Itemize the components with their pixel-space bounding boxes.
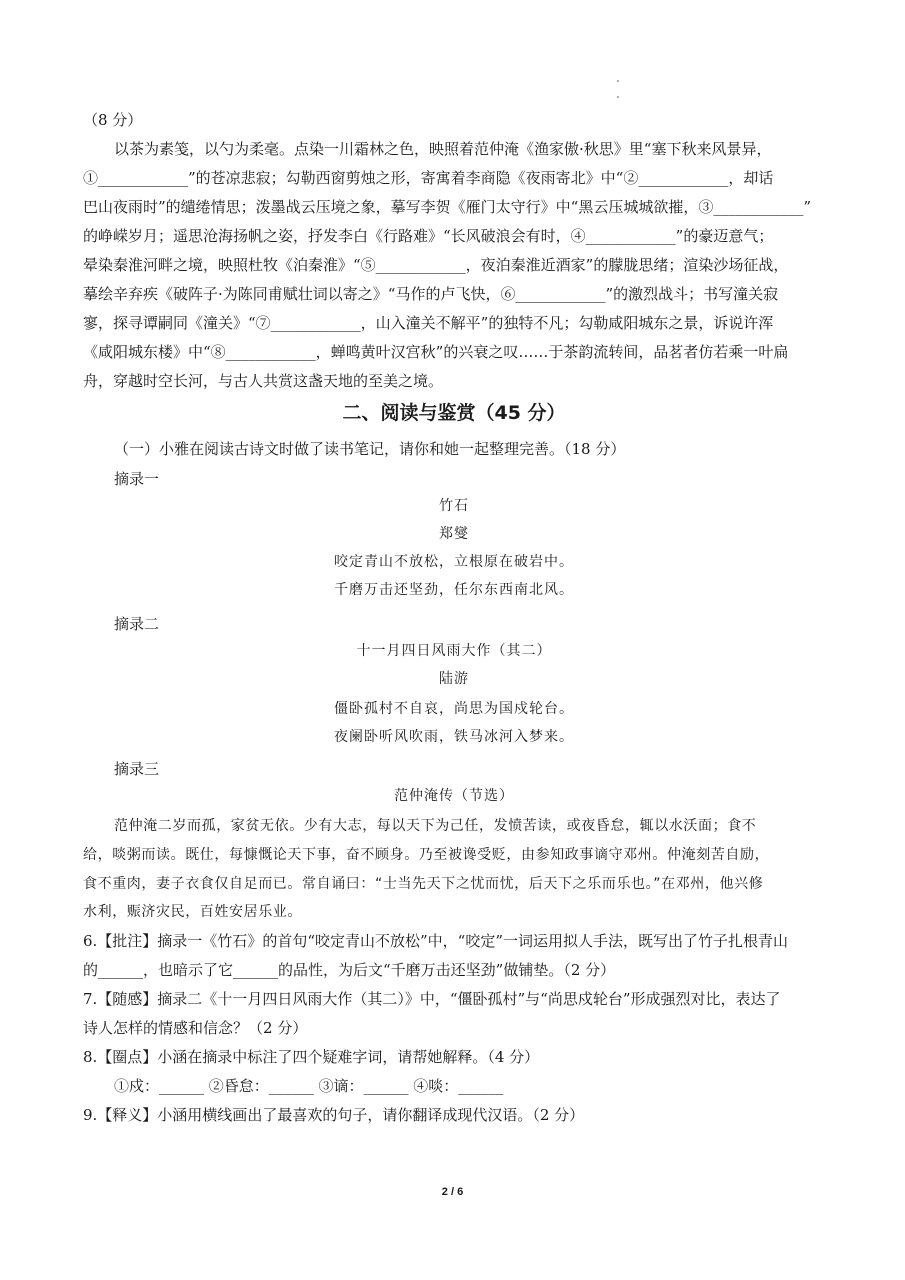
question-7: 7.【随感】摘录二《十一月四日风雨大作（其二）》中，“僵卧孤村”与“尚思戍轮台”形成强烈对比，表达了 xyxy=(83,990,781,1008)
excerpt1-label: 摘录一 xyxy=(114,470,160,488)
fill-in-paragraph-line: 巴山夜雨时”的缱绻情思；泼墨战云压境之象，摹写李贺《雁门太守行》中“黑云压城城欲摧，③____________” xyxy=(83,198,812,216)
poem2-title: 十一月四日风雨大作（其二） xyxy=(356,643,552,659)
fill-in-paragraph-line: 舟，穿越时空长河，与古人共赏这盏天地的至美之境。 xyxy=(83,372,444,390)
poem1-title: 竹石 xyxy=(439,498,469,514)
prose-line: 给，啖粥而读。既仕，每慷慨论天下事，奋不顾身。乃至被谗受贬，由参知政事谪守邓州。仲淹刻苦自励， xyxy=(83,847,770,863)
prose-line: 水利，赈济灾民，百姓安居乐业。 xyxy=(83,904,302,920)
question-8: 8.【圈点】小涵在摘录中标注了四个疑难字词，请帮她解释。（4 分） xyxy=(83,1048,540,1066)
poem1-author: 郑燮 xyxy=(439,526,469,542)
question-7-cont: 诗人怎样的情感和信念？（2 分） xyxy=(83,1019,308,1037)
question-9: 9.【释义】小涵用横线画出了最喜欢的句子，请你翻译成现代汉语。（2 分） xyxy=(83,1106,585,1124)
excerpt3-label: 摘录三 xyxy=(114,760,160,778)
poem1-line: 咬定青山不放松，立根原在破岩中。 xyxy=(334,554,574,570)
question-8-blanks: ①戍：______ ②昏怠：______ ③谪：______ ④啖：______ xyxy=(114,1077,504,1095)
fill-in-paragraph-line: ①____________”的苍凉悲寂；勾勒西窗剪烛之形，寄寓着李商隐《夜雨寄北》中“②____________，却话 xyxy=(83,169,774,187)
scan-speck xyxy=(617,80,619,82)
page-number: 2 / 6 xyxy=(441,1186,464,1198)
fill-in-paragraph-line: 以茶为素笺，以勺为柔毫。点染一川霜林之色，映照着范仲淹《渔家傲·秋思》里“塞下秋来风景异， xyxy=(114,140,772,158)
question-6: 6.【批注】摘录一《竹石》的首句“咬定青山不放松”中，“咬定”一词运用拟人手法，既写出了竹子扎根青山 xyxy=(83,932,788,950)
excerpt2-label: 摘录二 xyxy=(114,615,160,633)
fill-in-paragraph-line: 的峥嵘岁月；遥思沧海扬帆之姿，抒发李白《行路难》“长风破浪会有时，④____________”的豪迈意气； xyxy=(83,227,774,245)
poem2-line: 僵卧孤村不自哀，尚思为国戍轮台。 xyxy=(334,701,574,717)
scan-speck xyxy=(617,96,619,98)
prose-line: 食不重肉，妻子衣食仅自足而已。常自诵曰：“士当先天下之忧而忧，后天下之乐而乐也。”在邓州，他兴修 xyxy=(83,876,764,892)
fill-in-paragraph-line: 寥，探寻谭嗣同《潼关》“⑦____________，山入潼关不解平”的独特不凡；勾勒咸阳城东之景，诉说许浑 xyxy=(83,314,774,332)
fill-in-paragraph-line: 《咸阳城东楼》中“⑧____________，蝉鸣黄叶汉宫秋”的兴衰之叹……于茶韵流转间，品茗者仿若乘一叶扁 xyxy=(83,343,789,361)
fill-in-paragraph-line: 摹绘辛弃疾《破阵子·为陈同甫赋壮词以寄之》“马作的卢飞快，⑥____________”的激烈战斗；书写潼关寂 xyxy=(83,285,779,303)
fill-in-paragraph-line: 晕染秦淮河畔之境，映照杜牧《泊秦淮》“⑤____________，夜泊秦淮近酒家”的朦胧思绪；渲染沙场征战， xyxy=(83,256,789,274)
poem2-line: 夜阑卧听风吹雨，铁马冰河入梦来。 xyxy=(334,729,574,745)
prose-line: 范仲淹二岁而孤，家贫无依。少有大志，每以天下为己任，发愤苦读，或夜昏怠，辄以水沃面；食不 xyxy=(114,818,757,834)
poem1-line: 千磨万击还坚劲，任尔东西南北风。 xyxy=(334,582,574,598)
section1-score: （8 分） xyxy=(83,111,143,129)
prose-title: 范仲淹传（节选） xyxy=(394,788,514,804)
section2-intro: （一）小雅在阅读古诗文时做了读书笔记，请你和她一起整理完善。（18 分） xyxy=(114,440,626,458)
question-6-cont: 的______，也暗示了它______的品性，为后文“千磨万击还坚劲”做铺垫。（2 分） xyxy=(83,961,616,979)
poem2-author: 陆游 xyxy=(439,671,469,687)
section2-heading: 二、阅读与鉴赏（45 分） xyxy=(342,402,566,424)
